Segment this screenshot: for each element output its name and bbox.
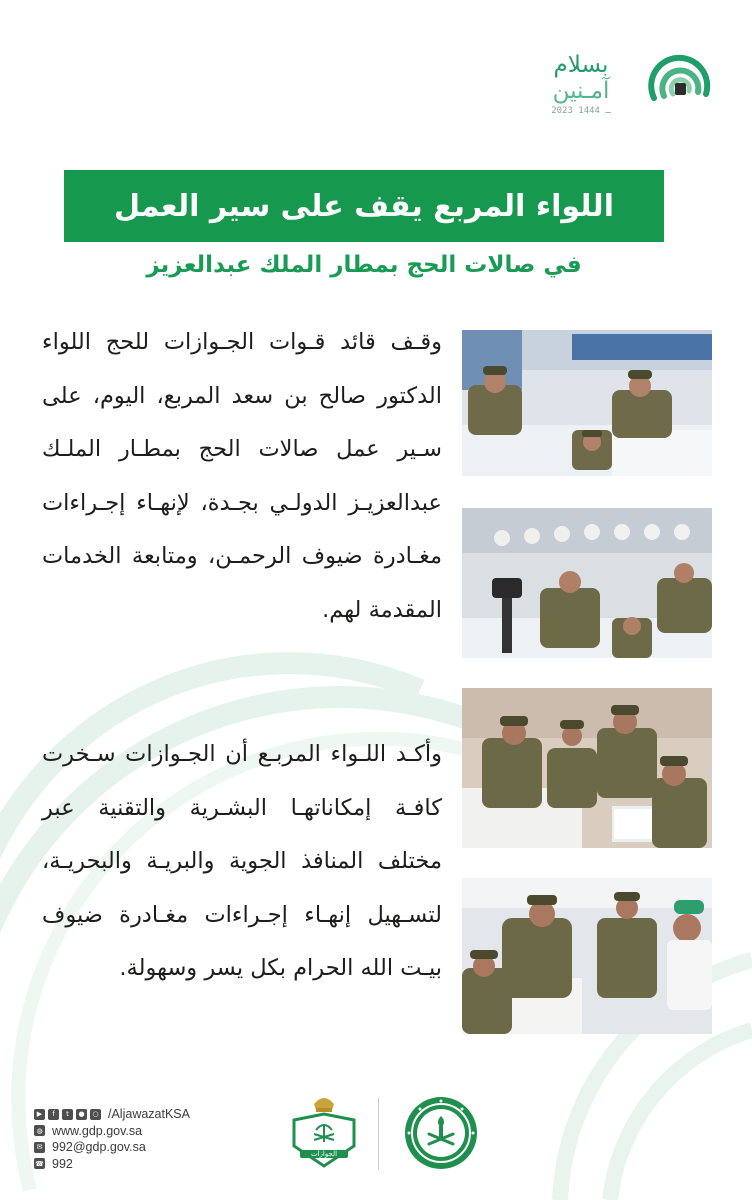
title-banner [64, 170, 664, 242]
phone-number[interactable]: 992 [52, 1156, 73, 1171]
youtube-icon[interactable]: ▶ [34, 1109, 45, 1120]
social-row [34, 1106, 264, 1122]
social-icons [34, 1109, 104, 1120]
page-subtitle: في صالات الحج بمطار الملك عبدالعزيز [146, 252, 582, 278]
email-link[interactable]: 992@gdp.gov.sa [52, 1140, 146, 1154]
photo-officers-terminal [462, 688, 712, 848]
website-row [34, 1123, 264, 1139]
globe-icon: ◍ [34, 1125, 45, 1136]
footer-divider [378, 1098, 379, 1170]
social-handle[interactable]: /AljawazatKSA [108, 1107, 190, 1121]
facebook-icon[interactable]: f [48, 1109, 59, 1120]
body-paragraph-2: وأكـد اللـواء المربـع أن الجـوازات سـخرت كافـة إمكاناتهـا البشـرية والتقنية عبر مختلف المنافذ الجوية والبريـة والبحريـة، لتسـهيل إنهـاء إجـراءات مغـادرة ضيوف بيـت الله الحرام بكل يسر وسهولة. [42, 741, 442, 981]
campaign-line2: آمـنين [552, 78, 610, 104]
snapchat-icon[interactable]: ● [76, 1109, 87, 1120]
passports-emblem-icon [286, 1090, 362, 1176]
photo-officers-hall [462, 330, 712, 476]
ministry-emblem-icon [402, 1094, 480, 1172]
passports-emblem-label: الجوازات [300, 1150, 348, 1158]
photo-officers-counter [462, 508, 712, 658]
phone-row [34, 1156, 264, 1172]
campaign-arc-icon [644, 46, 718, 120]
campaign-wordmark [526, 52, 636, 116]
campaign-line1: بسلام [553, 52, 609, 78]
campaign-logo [528, 46, 718, 126]
page-title: اللواء المربع يقف على سير العمل [114, 188, 614, 224]
email-icon: ✉ [34, 1142, 45, 1153]
body-paragraph-1: وقـف قائد قـوات الجـوازات للحج اللواء الدكتور صالح بن سعد المربع، اليوم، على سـير عمل صالات الحج بمطـار الملـك عبدالعزيـز الدولـي بجـدة، لإنهـاء إجـراءات مغـادرة ضيوف الرحمـن، ومتابعة الخدمات المقدمة لهم. [42, 329, 442, 623]
photo-officers-pilgrim [462, 878, 712, 1034]
website-link[interactable]: www.gdp.gov.sa [52, 1123, 143, 1138]
campaign-year: 2023 ـ 1444 [551, 106, 611, 116]
footer-contacts [34, 1106, 264, 1172]
twitter-icon[interactable]: t [62, 1109, 73, 1120]
instagram-icon[interactable]: ○ [90, 1109, 101, 1120]
phone-icon: ☎ [35, 1159, 44, 1168]
email-row [34, 1139, 264, 1155]
